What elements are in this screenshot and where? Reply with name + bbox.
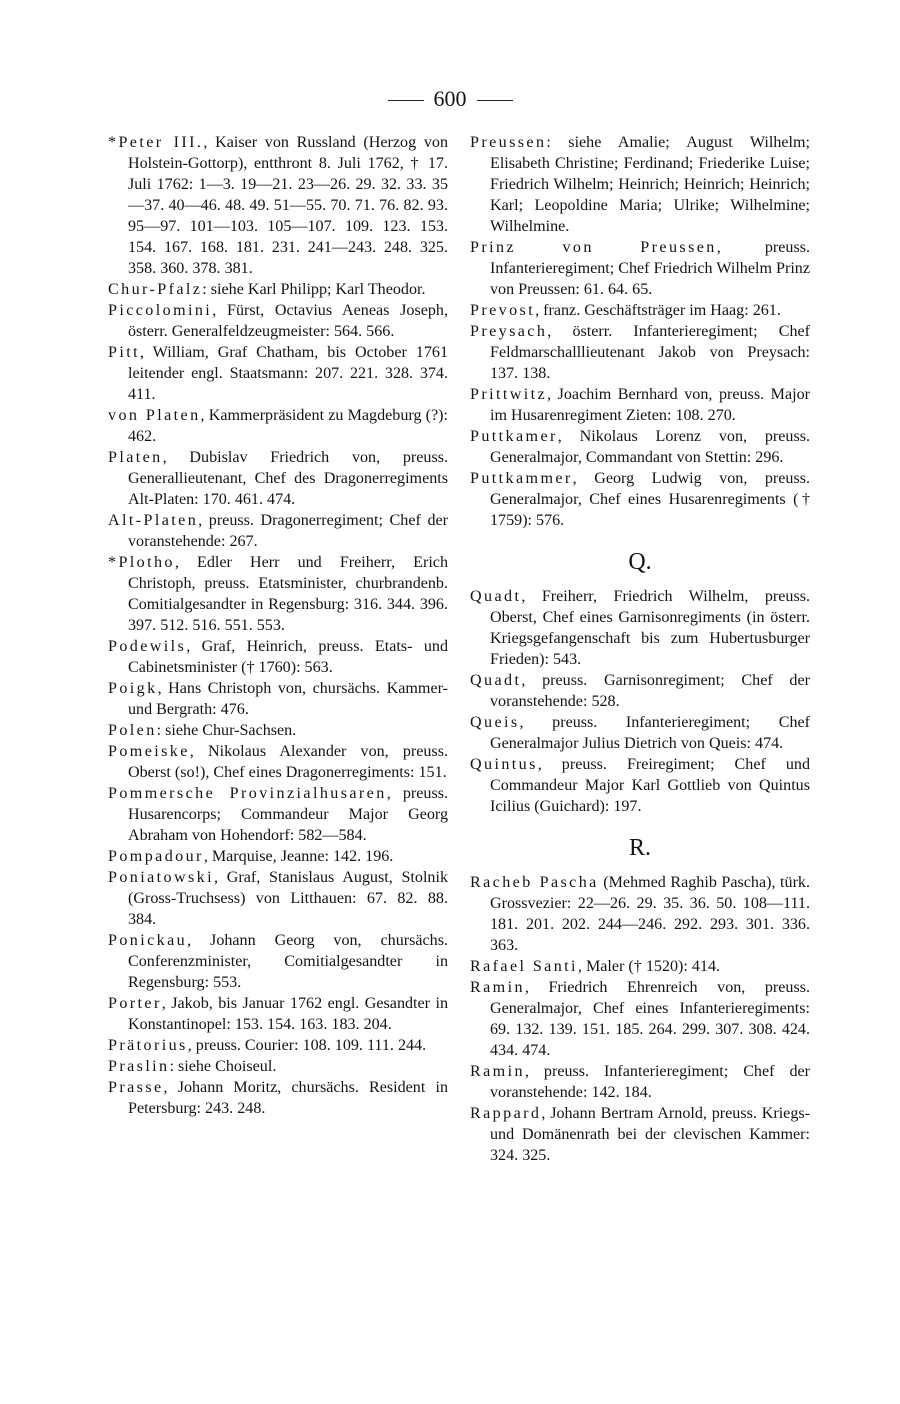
entry-text: , Maler († 1520): 414. xyxy=(577,958,721,975)
index-entry xyxy=(108,783,448,846)
entry-headword: Praslin xyxy=(108,1058,170,1075)
entry-text: , William, Graf Chatham, bis October 1761 leitender engl. Staatsmann: 207. 221. 328. 374. 411. xyxy=(128,344,448,403)
entry-headword: *Plotho xyxy=(108,554,175,571)
entry-headword: Rafael Santi xyxy=(470,958,578,975)
entry-headword: Ramin xyxy=(470,1063,525,1080)
entry-text: (Mehmed Raghib Pascha), türk. Grossvezier: 22—26. 29. 35. 36. 50. 108—111. 181. 201. 202. 244—246. 292. 293. 301. 336. 363. xyxy=(490,874,810,954)
index-entry xyxy=(108,132,448,279)
entry-headword: Pommersche Provinzialhusaren xyxy=(108,785,387,802)
entry-text: , Freiherr, Friedrich Wilhelm, preuss. Oberst, Chef eines Garnisonregiments (in österr. Kriegsgefangenschaft bis zum Hubertusburger Frieden): 543. xyxy=(490,588,810,668)
entry-text: , Johann Moritz, chursächs. Resident in Petersburg: 243. 248. xyxy=(128,1079,448,1117)
index-entry xyxy=(470,956,810,977)
entry-headword: Pompadour xyxy=(108,848,204,865)
index-entry xyxy=(108,993,448,1035)
entry-headword: Poigk xyxy=(108,680,158,697)
entry-headword: Podewils xyxy=(108,638,187,655)
index-entry xyxy=(108,342,448,405)
index-entry xyxy=(108,1035,448,1056)
entry-text: , Kammerpräsident zu Magdeburg (?): 462. xyxy=(128,407,448,445)
entry-headword: Puttkammer xyxy=(470,470,573,487)
entry-headword: Chur-Pfalz xyxy=(108,281,203,298)
entry-text: , österr. Infanterieregiment; Chef Feldmarschalllieutenant Jakob von Preysach: 137. 138. xyxy=(490,323,810,382)
index-entry xyxy=(108,1056,448,1077)
entry-text: , Graf, Stanislaus August, Stolnik (Gross-Truchsess) von Litthauen: 67. 82. 88. 384. xyxy=(128,869,448,928)
entry-text: , Johann Bertram Arnold, preuss. Kriegs- und Domänenrath bei der clevischen Kammer: 324. 325. xyxy=(490,1105,810,1164)
index-entry xyxy=(108,279,448,300)
entry-text: : siehe Amalie; August Wilhelm; Elisabeth Christine; Ferdinand; Friederike Luise; Friedrich Wilhelm; Heinrich; Heinrich; Heinrich; Karl; Leopoldine Maria; Ulrike; Wilhelmine; Wilhelmine. xyxy=(490,134,810,235)
entry-text: , Georg Ludwig von, preuss. Generalmajor, Chef eines Husarenregiments († 1759): 576. xyxy=(490,470,810,529)
index-entry xyxy=(470,754,810,817)
section-heading-q: Q. xyxy=(628,549,652,575)
index-entry xyxy=(470,670,810,712)
index-entry xyxy=(108,678,448,720)
entry-text: , preuss. Husarencorps; Commandeur Major Georg Abraham von Hohendorf: 582—584. xyxy=(128,785,448,844)
entry-text: , Nikolaus Lorenz von, preuss. Generalmajor, Commandant von Stettin: 296. xyxy=(490,428,810,466)
entry-text: , Marquise, Jeanne: 142. 196. xyxy=(203,848,394,865)
entry-text: , preuss. Garnisonregiment; Chef der voranstehende: 528. xyxy=(490,672,810,710)
index-entry xyxy=(108,510,448,552)
header-rule-left xyxy=(388,100,424,101)
index-entry xyxy=(470,321,810,384)
entry-text: , Johann Georg von, chursächs. Conferenzminister, Comitialgesandter in Regensburg: 553. xyxy=(128,932,448,991)
entry-headword: Prevost xyxy=(470,302,536,319)
entry-headword: Queis xyxy=(470,714,520,731)
index-entry xyxy=(470,1061,810,1103)
entry-headword: Porter xyxy=(108,995,162,1012)
entry-text: , Hans Christoph von, chursächs. Kammer- und Bergrath: 476. xyxy=(128,680,448,718)
index-entry xyxy=(470,977,810,1061)
entry-headword: Quadt xyxy=(470,672,522,689)
entry-headword: Platen xyxy=(108,449,163,466)
header-rule-right xyxy=(477,100,513,101)
index-entry xyxy=(470,468,810,531)
entry-text: , Joachim Bernhard von, preuss. Major im Husarenregiment Zieten: 108. 270. xyxy=(490,386,810,424)
entry-text: : siehe Choiseul. xyxy=(169,1058,277,1075)
entry-headword: Prinz von Preussen xyxy=(470,239,717,256)
index-entry xyxy=(470,1103,810,1166)
entry-headword: Prasse xyxy=(108,1079,164,1096)
entry-text: , preuss. Freiregiment; Chef und Commandeur Major Karl Gottlieb von Quintus Icilius (Guichard): 197. xyxy=(490,756,810,815)
entry-text: , Friedrich Ehrenreich von, preuss. Generalmajor, Chef eines Infanterieregiments: 69. 132. 139. 151. 185. 264. 299. 307. 308. 424. 434. 474. xyxy=(490,979,810,1059)
entry-headword: Ramin xyxy=(470,979,525,996)
index-entry xyxy=(108,1077,448,1119)
left-column xyxy=(108,132,448,1119)
page-number: 600 xyxy=(433,86,467,111)
entry-headword: Polen xyxy=(108,722,157,739)
index-entry xyxy=(470,586,810,670)
entry-text: , preuss. Dragonerregiment; Chef der voranstehende: 267. xyxy=(128,512,448,550)
index-entry xyxy=(470,712,810,754)
entry-headword: Preussen xyxy=(470,134,547,151)
index-entry xyxy=(108,300,448,342)
index-entry xyxy=(470,132,810,237)
right-column xyxy=(470,132,810,1166)
entry-headword: Ponickau xyxy=(108,932,188,949)
entry-text: , preuss. Courier: 108. 109. 111. 244. xyxy=(187,1037,427,1054)
entry-headword: Prittwitz xyxy=(470,386,548,403)
entry-text: , Graf, Heinrich, preuss. Etats- und Cabinetsminister († 1760): 563. xyxy=(128,638,448,676)
entry-text: , Dubislav Friedrich von, preuss. Generallieutenant, Chef des Dragonerregiments Alt-Platen: 170. 461. 474. xyxy=(128,449,448,508)
entry-headword: Poniatowski xyxy=(108,869,214,886)
entry-text: , preuss. Infanterieregiment; Chef Friedrich Wilhelm Prinz von Preussen: 61. 64. 65. xyxy=(490,239,810,298)
entry-text: , preuss. Infanterieregiment; Chef Generalmajor Julius Dietrich von Queis: 474. xyxy=(490,714,810,752)
entry-headword: von Platen xyxy=(108,407,201,424)
entry-headword: Quintus xyxy=(470,756,538,773)
section-heading-r: R. xyxy=(628,835,651,861)
entry-headword: Piccolomini xyxy=(108,302,213,319)
index-entry xyxy=(470,384,810,426)
entry-headword: Rappard xyxy=(470,1105,542,1122)
index-entry xyxy=(108,741,448,783)
index-entry xyxy=(108,447,448,510)
entry-headword: Quadt xyxy=(470,588,522,605)
entry-headword: Alt-Platen xyxy=(108,512,199,529)
entry-headword: Racheb Pascha xyxy=(470,874,599,891)
index-entry xyxy=(470,872,810,956)
entry-text: , Nikolaus Alexander von, preuss. Oberst (so!), Chef eines Dragonerregiments: 151. xyxy=(128,743,448,781)
index-entry xyxy=(108,720,448,741)
entry-headword: Preysach xyxy=(470,323,548,340)
index-entry xyxy=(108,636,448,678)
entry-text: : siehe Karl Philipp; Karl Theodor. xyxy=(202,281,426,298)
index-entry xyxy=(108,867,448,930)
entry-headword: Pitt xyxy=(108,344,140,361)
index-entry xyxy=(108,846,448,867)
index-entry xyxy=(470,300,810,321)
entry-headword: *Peter III. xyxy=(108,134,204,151)
entry-headword: Pomeiske xyxy=(108,743,190,760)
entry-headword: Puttkamer xyxy=(470,428,558,445)
entry-text: , Jakob, bis Januar 1762 engl. Gesandter in Konstantinopel: 153. 154. 163. 183. 204. xyxy=(128,995,448,1033)
index-entry xyxy=(108,930,448,993)
entry-text: , Edler Herr und Freiherr, Erich Christoph, preuss. Etatsminister, churbrandenb. Comitialgesandter in Regensburg: 316. 344. 396. 397. 512. 516. 551. 553. xyxy=(128,554,448,634)
entry-text: , preuss. Infanterieregiment; Chef der voranstehende: 142. 184. xyxy=(490,1063,810,1101)
entry-text: : siehe Chur-Sachsen. xyxy=(156,722,297,739)
entry-headword: Prätorius xyxy=(108,1037,188,1054)
entry-text: , Kaiser von Russland (Herzog von Holstein-Gottorp), entthront 8. Juli 1762, † 17. Juli 1762: 1—3. 19—21. 23—26. 29. 32. 33. 35—37. 40—46. 48. 49. 51—55. 70. 71. 76. 82. 93. 95—97. 101—103. 105—107. 109. 123. 153. 154. 167. 168. 181. 231. 241—243. 248. 325. 358. 360. 378. 381. xyxy=(128,134,448,277)
index-entry xyxy=(108,405,448,447)
index-entry xyxy=(108,552,448,636)
page-header xyxy=(0,86,900,112)
entry-text: , Fürst, Octavius Aeneas Joseph, österr. Generalfeldzeugmeister: 564. 566. xyxy=(128,302,448,340)
entry-text: , franz. Geschäftsträger im Haag: 261. xyxy=(535,302,781,319)
index-entry xyxy=(470,426,810,468)
index-entry xyxy=(470,237,810,300)
